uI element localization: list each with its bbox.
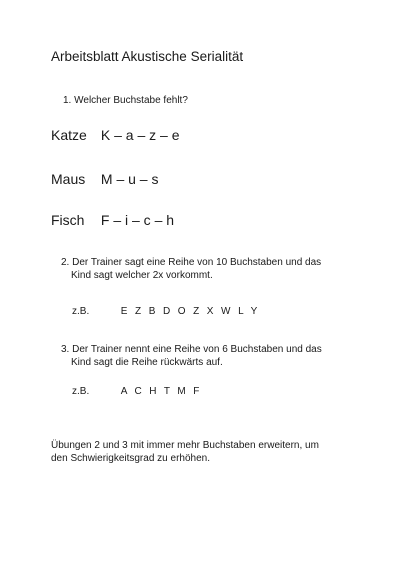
- word: Maus: [51, 171, 86, 187]
- task3-example: [72, 386, 202, 397]
- example-sequence: E Z B D O Z X W L Y: [120, 306, 260, 317]
- word-row-maus: [51, 171, 158, 187]
- task3-line1: 3. Der Trainer nennt eine Reihe von 6 Buchstaben und das: [61, 344, 322, 355]
- example-sequence: A C H T M F: [120, 386, 202, 397]
- word-row-fisch: [51, 212, 174, 228]
- spelling: M – u – s: [100, 171, 159, 187]
- worksheet-title: Arbeitsblatt Akustische Serialität: [51, 49, 244, 64]
- task2-line1: 2. Der Trainer sagt eine Reihe von 10 Buchstaben und das: [61, 257, 322, 268]
- task3-text: [61, 343, 322, 369]
- task2-example: [72, 306, 260, 317]
- word: Katze: [51, 127, 87, 143]
- spelling: F – i – c – h: [100, 212, 175, 228]
- word: Fisch: [51, 212, 85, 228]
- task1-heading: 1. Welcher Buchstabe fehlt?: [63, 95, 188, 106]
- word-row-katze: [51, 127, 180, 143]
- task3-line2: Kind sagt die Reihe rückwärts auf.: [71, 357, 223, 368]
- closing-note: [51, 439, 319, 465]
- task2-line2: Kind sagt welcher 2x vorkommt.: [71, 270, 213, 281]
- example-label: z.B.: [72, 386, 90, 397]
- example-label: z.B.: [72, 306, 90, 317]
- task2-text: [61, 256, 321, 282]
- spelling: K – a – z – e: [100, 127, 180, 143]
- note-line1: Übungen 2 und 3 mit immer mehr Buchstaben erweitern, um: [51, 440, 319, 451]
- note-line2: den Schwierigkeitsgrad zu erhöhen.: [51, 453, 210, 464]
